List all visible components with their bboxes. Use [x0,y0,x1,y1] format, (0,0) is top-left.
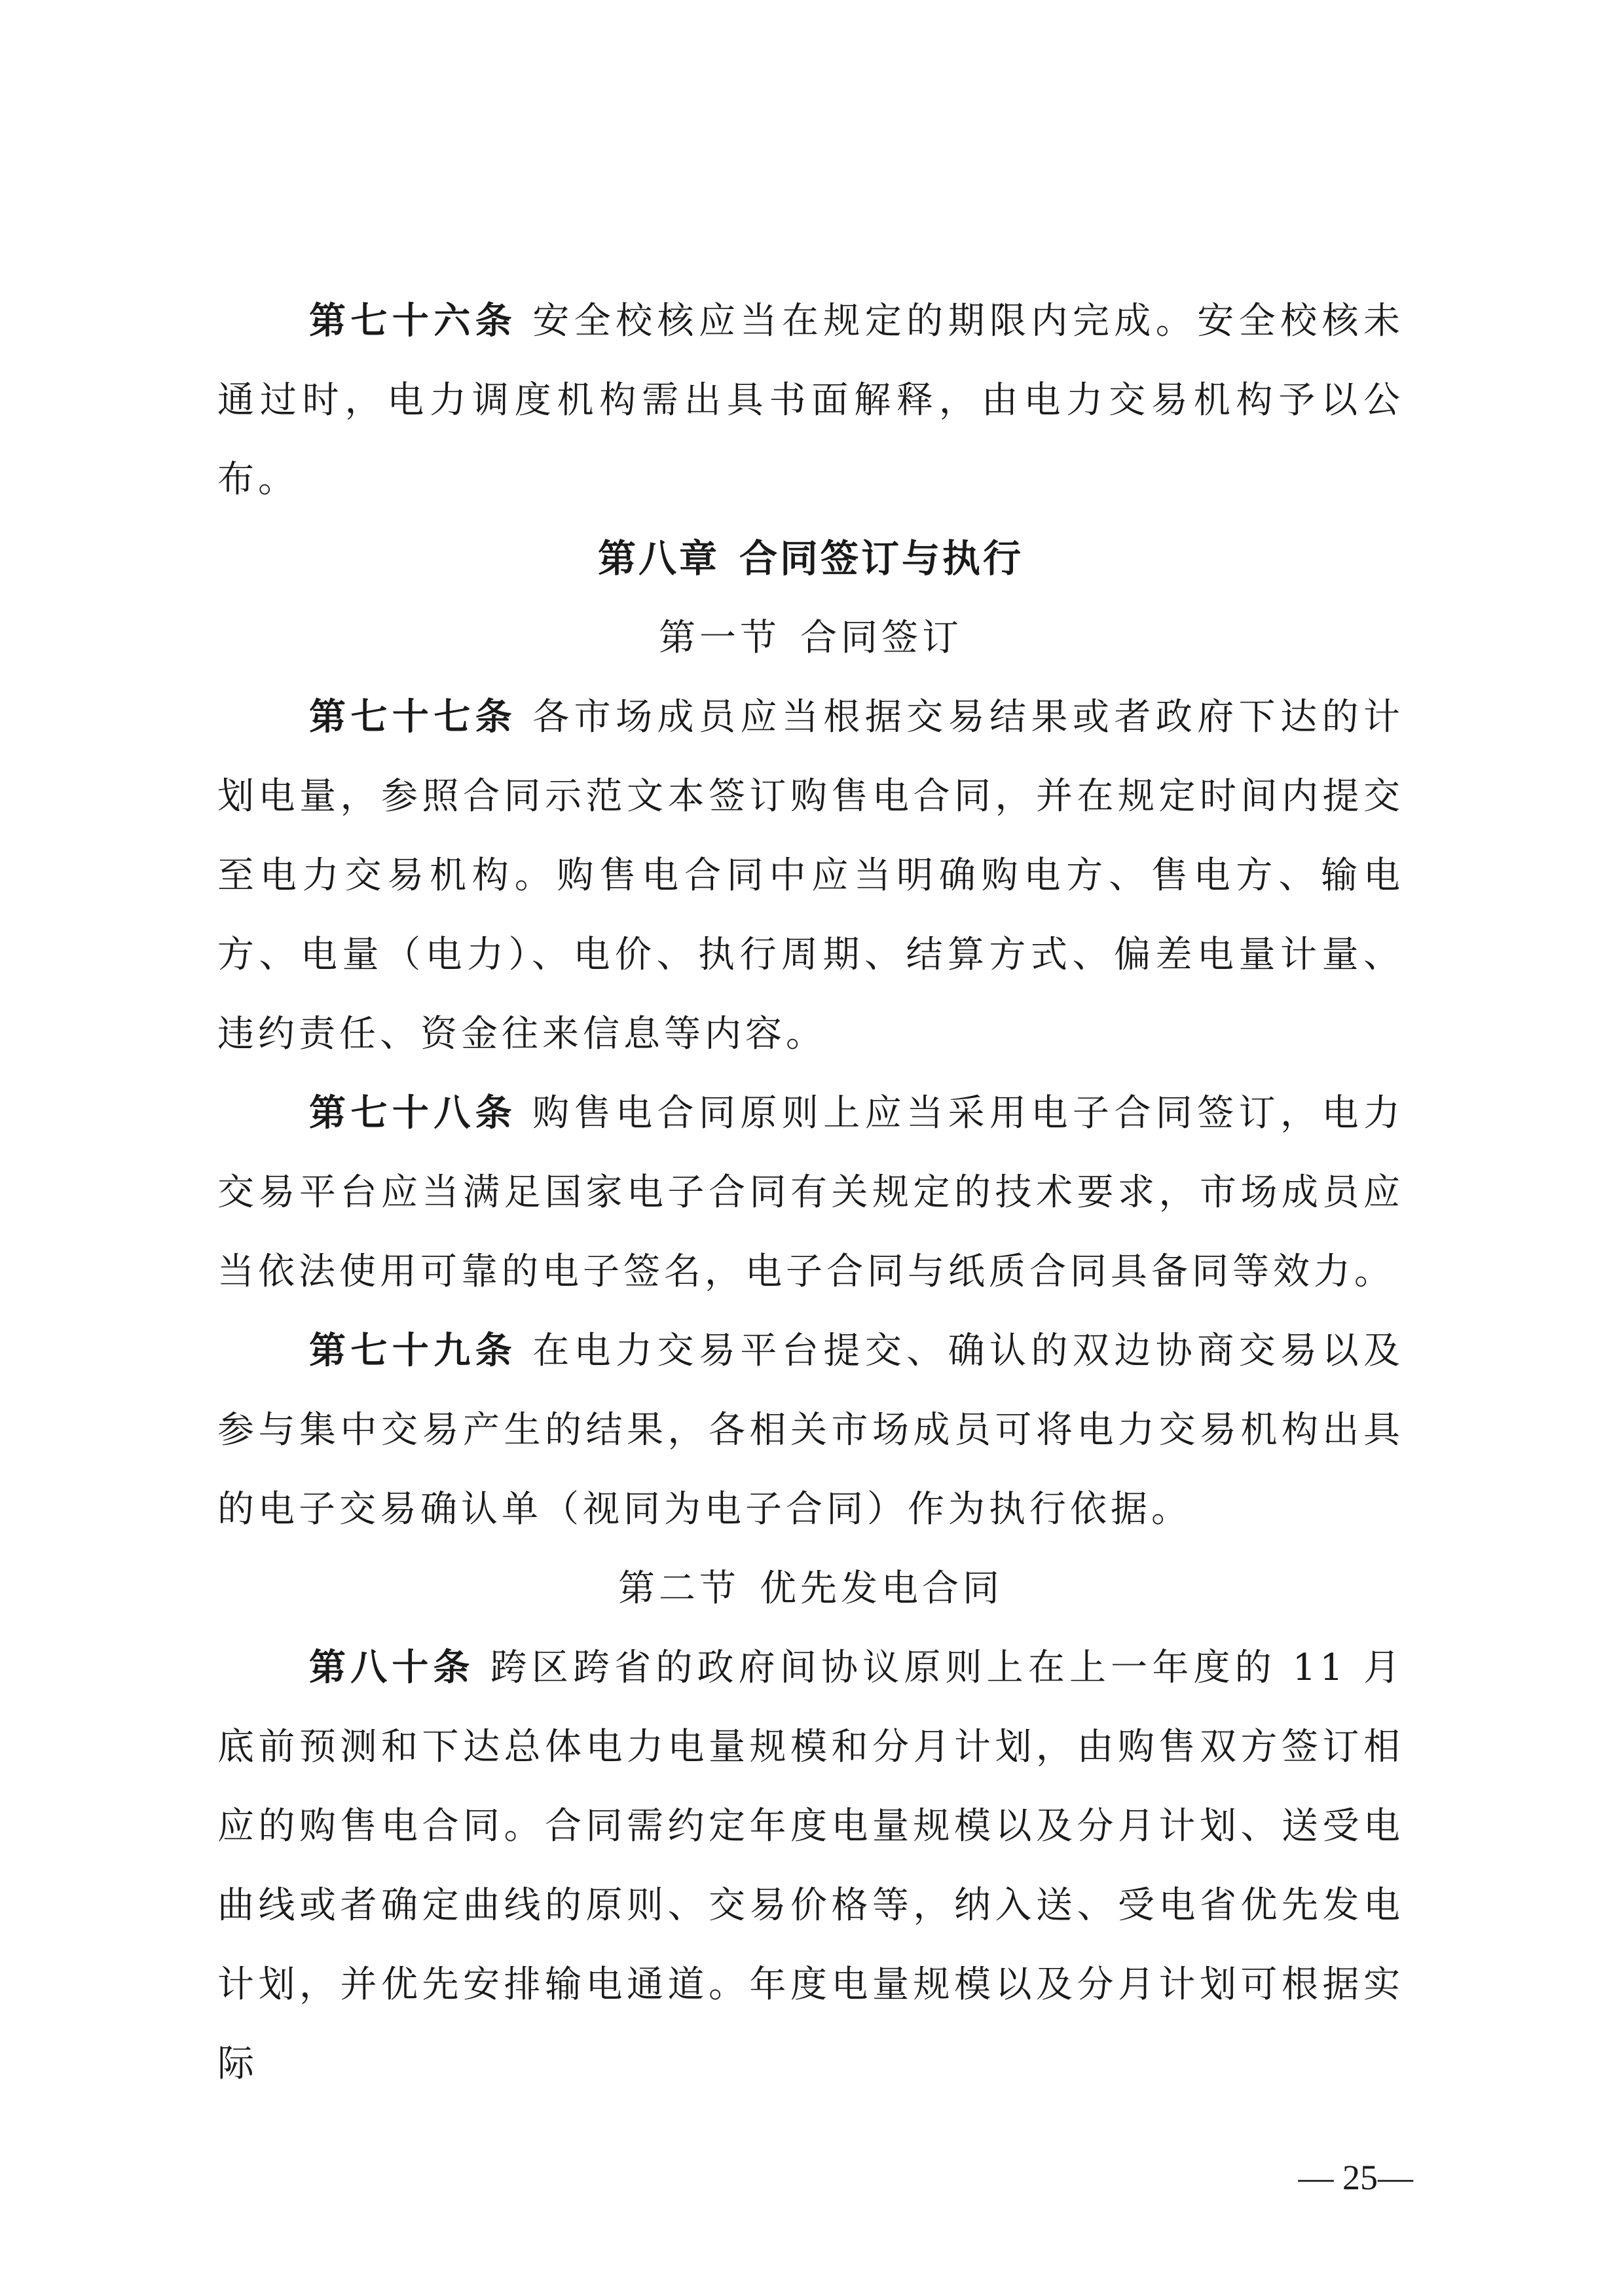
article-number: 第八十条 [309,1646,475,1689]
article-number: 第七十七条 [309,695,517,738]
section-title: 合同签订 [800,617,963,659]
section-heading-1 [217,598,1404,678]
article-number: 第七十六条 [309,299,517,342]
section-number: 第一节 [659,617,781,659]
article-80 [217,1628,1404,2104]
chapter-title: 合同签订与执行 [739,536,1024,581]
article-number: 第七十九条 [309,1329,517,1372]
article-text: 在电力交易平台提交、确认的双边协商交易以及参与集中交易产生的结果，各相关市场成员可将电力交易机构出具的电子交易确认单（视同为电子合同）作为执行依据。 [217,1330,1405,1531]
section-title: 优先发电合同 [760,1567,1003,1610]
article-77 [217,678,1404,1074]
article-number: 第七十八条 [309,1091,517,1135]
section-number: 第二节 [618,1567,740,1610]
article-79 [217,1311,1404,1549]
section-heading-2 [217,1549,1404,1628]
article-text: 安全校核应当在规定的期限内完成。安全校核未通过时，电力调度机构需出具书面解释，由电力交易机构予以公布。 [217,300,1405,501]
page-number: — 25— [1298,2158,1413,2197]
article-text: 各市场成员应当根据交易结果或者政府下达的计划电量，参照合同示范文本签订购售电合同，并在规定时间内提交至电力交易机构。购售电合同中应当明确购电方、售电方、输电方、电量（电力）、电价、执行周期、结算方式、偏差电量计量、违约责任、资金往来信息等内容。 [217,696,1405,1055]
article-76 [217,282,1404,519]
chapter-number: 第八章 [597,536,720,581]
article-78 [217,1074,1404,1311]
article-text: 购售电合同原则上应当采用电子合同签订，电力交易平台应当满足国家电子合同有关规定的技术要求，市场成员应当依法使用可靠的电子签名，电子合同与纸质合同具备同等效力。 [217,1092,1405,1293]
document-body [217,282,1404,2104]
chapter-heading [217,519,1404,598]
article-text: 跨区跨省的政府间协议原则上在上一年度的 11 月底前预测和下达总体电力电量规模和分月计划，由购售双方签订相应的购售电合同。合同需约定年度电量规模以及分月计划、送受电曲线或者确定曲线的原则、交易价格等，纳入送、受电省优先发电计划，并优先安排输电通道。年度电量规模以及分月计划可根据实际 [217,1647,1405,2085]
